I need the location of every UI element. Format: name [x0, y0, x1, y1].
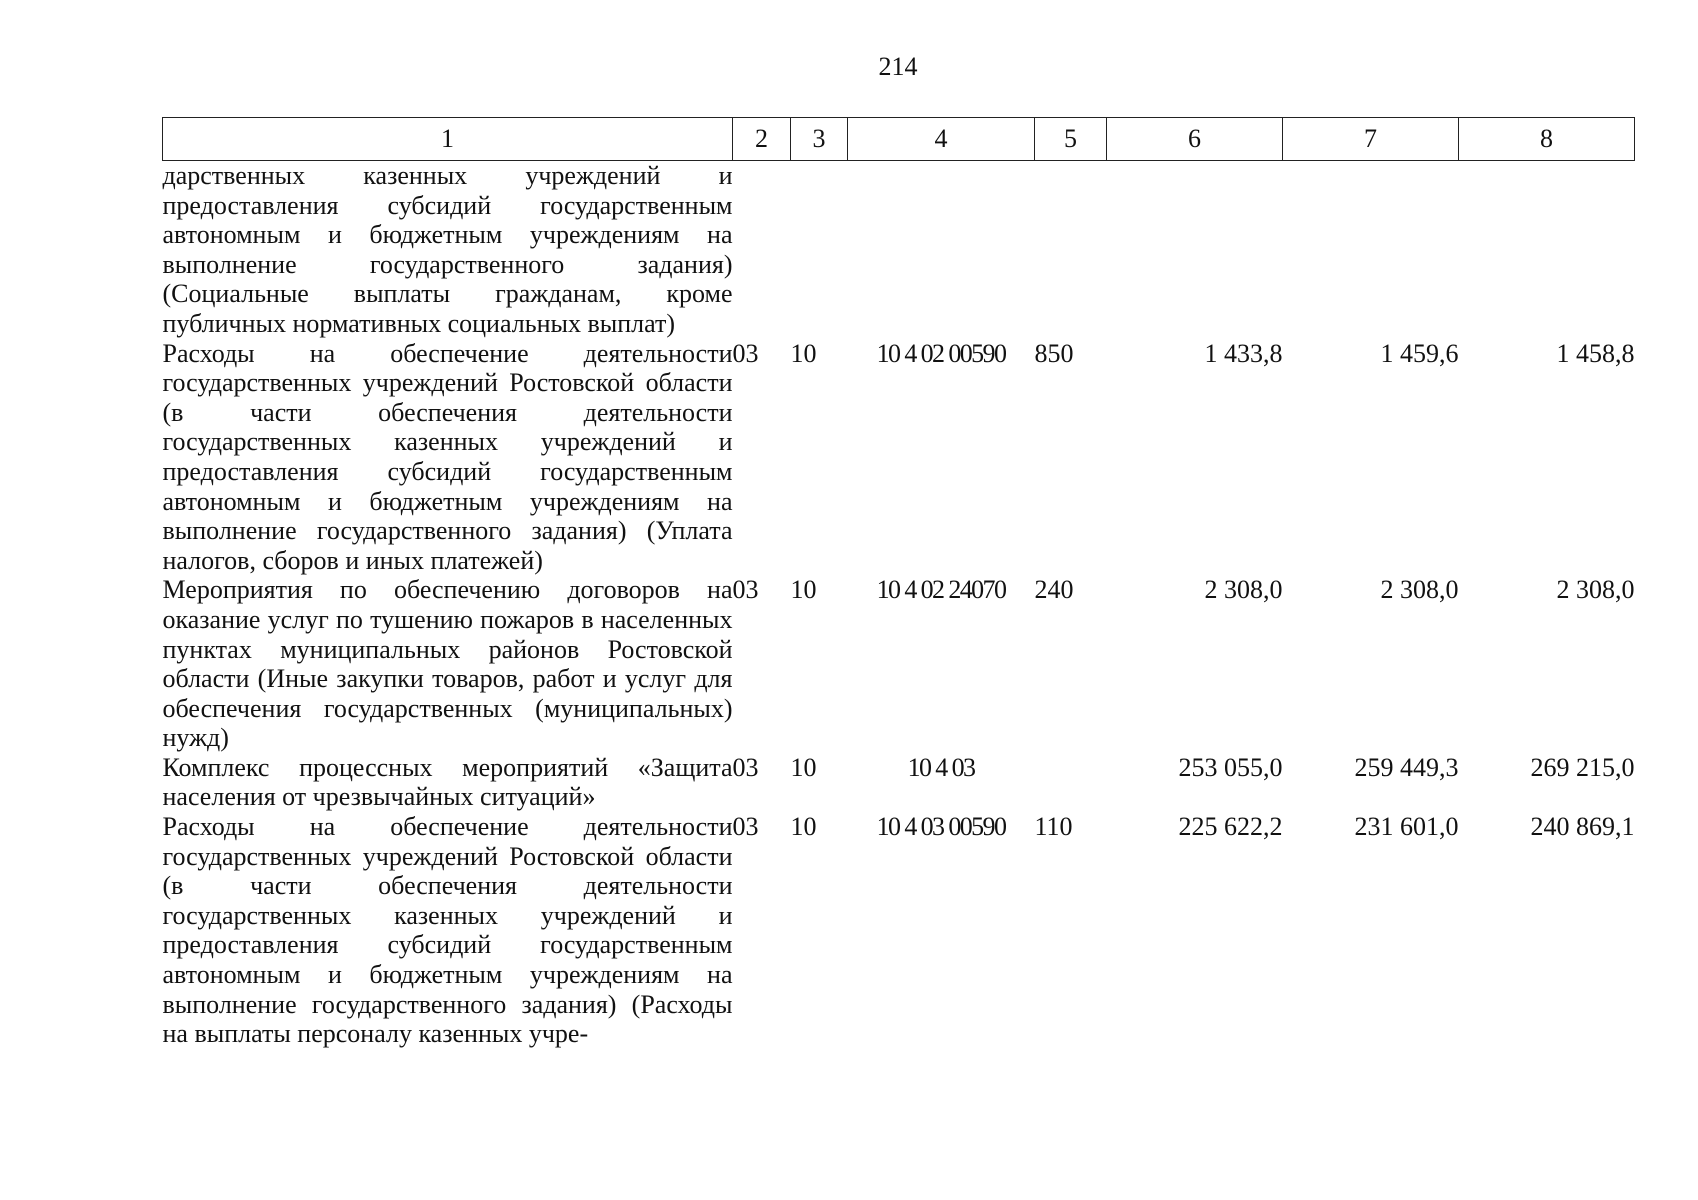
row-expense-type: 850 — [1034, 338, 1074, 368]
row-section-code: 03 — [732, 812, 759, 842]
row-amount-col7: 231 601,0 — [1354, 812, 1459, 842]
row-amount-col6 — [1107, 161, 1283, 339]
row-expense-type: 240 — [1034, 575, 1074, 605]
row-description: Расходы на обеспечение деятельности государственных учреждений Ростовской области (в части обеспечения деятельности государственных казенных учреждений и предоставления субсидий государственным автономным и бюджетным учреждениям на выполнение государственного задания) (Расходы на выплаты персоналу казенных учре- — [162, 812, 733, 1049]
table-row — [163, 575, 1635, 753]
row-subsection-code: 10 — [790, 338, 817, 368]
column-header-2: 2 — [733, 118, 791, 161]
row-target-article: 10 4 02 00590 — [876, 338, 1006, 368]
column-header-1: 1 — [163, 118, 733, 161]
row-description: дарственных казенных учреждений и предоставления субсидий государственным автономным и бюджетным учреждениям на выполнение государственного задания) (Социальные выплаты гражданам, кроме публичных нормативных социальных выплат) — [162, 161, 733, 338]
table-row — [163, 339, 1635, 576]
column-header-6: 6 — [1107, 118, 1283, 161]
row-amount-col7: 259 449,3 — [1354, 752, 1459, 782]
row-target-article: 10 4 03 — [907, 752, 975, 782]
table-header-row — [163, 118, 1635, 161]
column-header-4: 4 — [848, 118, 1035, 161]
table-row — [163, 753, 1635, 812]
row-amount-col7: 2 308,0 — [1380, 575, 1459, 605]
row-section-code — [733, 161, 791, 339]
row-expense-type — [1035, 161, 1107, 339]
row-amount-col8: 2 308,0 — [1556, 575, 1635, 605]
row-section-code: 03 — [732, 338, 759, 368]
row-amount-col8 — [1459, 161, 1635, 339]
column-header-8: 8 — [1459, 118, 1635, 161]
row-subsection-code: 10 — [790, 575, 817, 605]
budget-table — [162, 117, 1635, 1049]
row-subsection-code — [791, 161, 848, 339]
row-section-code: 03 — [732, 752, 759, 782]
row-description: Мероприятия по обеспечению договоров на оказание услуг по тушению пожаров в населенных пунктах муниципальных районов Ростовской области (Иные закупки товаров, работ и услуг для обеспечения государственных (муниципальных) нужд) — [162, 575, 733, 753]
row-target-article: 10 4 03 00590 — [876, 812, 1006, 842]
row-target-article — [848, 161, 1035, 339]
row-target-article: 10 4 02 24070 — [876, 575, 1006, 605]
column-header-3: 3 — [791, 118, 848, 161]
table-row — [163, 812, 1635, 1049]
row-amount-col8: 269 215,0 — [1530, 752, 1635, 782]
row-subsection-code: 10 — [790, 812, 817, 842]
row-amount-col6: 1 433,8 — [1204, 338, 1283, 368]
row-amount-col7: 1 459,6 — [1380, 338, 1459, 368]
table-row — [163, 161, 1635, 339]
column-header-7: 7 — [1283, 118, 1459, 161]
row-amount-col7 — [1283, 161, 1459, 339]
row-description: Расходы на обеспечение деятельности государственных учреждений Ростовской области (в части обеспечения деятельности государственных казенных учреждений и предоставления субсидий государственным автономным и бюджетным учреждениям на выполнение государственного задания) (Уплата налогов, сборов и иных платежей) — [162, 338, 733, 575]
row-expense-type — [1035, 753, 1107, 812]
row-subsection-code: 10 — [790, 752, 817, 782]
row-amount-col6: 225 622,2 — [1178, 812, 1283, 842]
column-header-5: 5 — [1035, 118, 1107, 161]
row-amount-col8: 1 458,8 — [1556, 338, 1635, 368]
row-description: Комплекс процессных мероприятий «Защита населения от чрезвычайных ситуаций» — [162, 752, 733, 812]
row-amount-col8: 240 869,1 — [1530, 812, 1635, 842]
row-section-code: 03 — [732, 575, 759, 605]
row-amount-col6: 2 308,0 — [1204, 575, 1283, 605]
row-amount-col6: 253 055,0 — [1178, 752, 1283, 782]
row-expense-type: 110 — [1034, 812, 1073, 842]
page-number: 214 — [878, 52, 918, 81]
